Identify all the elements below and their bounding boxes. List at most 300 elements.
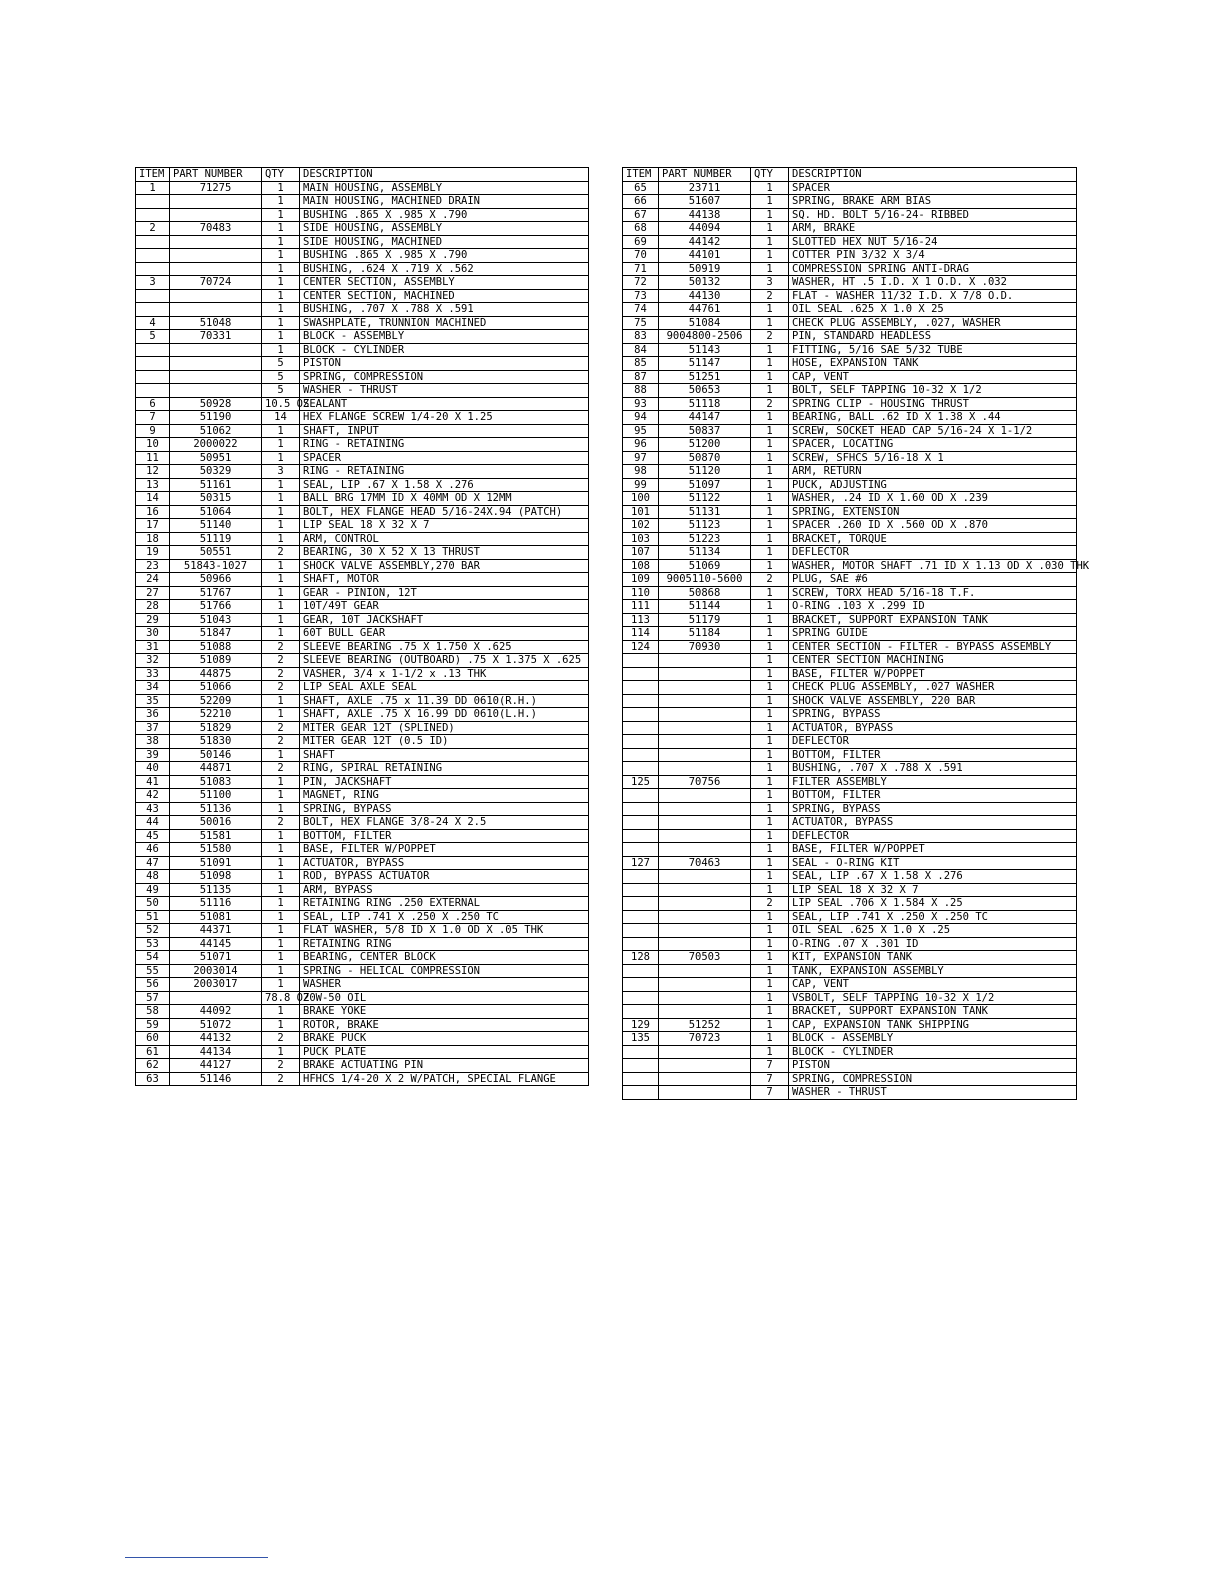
item-cell: 27 — [136, 586, 170, 600]
description-cell: FLAT - WASHER 11/32 I.D. X 7/8 O.D. — [789, 289, 1077, 303]
table-row — [623, 897, 1077, 911]
qty-cell: 5 — [262, 384, 300, 398]
table-row — [623, 411, 1077, 425]
qty-cell: 1 — [262, 829, 300, 843]
part-number-cell: 70756 — [659, 775, 751, 789]
description-cell: SLOTTED HEX NUT 5/16-24 — [789, 235, 1077, 249]
item-cell: 68 — [623, 222, 659, 236]
part-number-cell: 51123 — [659, 519, 751, 533]
item-cell — [136, 208, 170, 222]
part-number-cell — [659, 762, 751, 776]
qty-cell: 1 — [751, 910, 789, 924]
qty-cell: 1 — [751, 762, 789, 776]
table-row — [136, 816, 589, 830]
part-number-cell — [659, 721, 751, 735]
qty-cell: 1 — [751, 424, 789, 438]
item-cell: 96 — [623, 438, 659, 452]
part-number-cell: 51089 — [170, 654, 262, 668]
table-row — [623, 208, 1077, 222]
table-row — [136, 613, 589, 627]
part-number-cell: 71275 — [170, 181, 262, 195]
description-cell: SLEEVE BEARING .75 X 1.750 X .625 — [300, 640, 589, 654]
part-number-cell — [659, 748, 751, 762]
item-cell: 103 — [623, 532, 659, 546]
table-row — [136, 397, 589, 411]
table-row — [136, 924, 589, 938]
part-number-cell — [170, 303, 262, 317]
description-cell: CAP, EXPANSION TANK SHIPPING — [789, 1018, 1077, 1032]
item-cell: 70 — [623, 249, 659, 263]
description-cell: BUSHING .865 X .985 X .790 — [300, 249, 589, 263]
table-row — [623, 546, 1077, 560]
table-row — [623, 181, 1077, 195]
description-cell: SEAL, LIP .67 X 1.58 X .276 — [300, 478, 589, 492]
description-cell: SHAFT, INPUT — [300, 424, 589, 438]
description-cell: BLOCK - ASSEMBLY — [300, 330, 589, 344]
table-row — [623, 316, 1077, 330]
description-cell: GEAR - PINION, 12T — [300, 586, 589, 600]
description-cell: RING - RETAINING — [300, 465, 589, 479]
description-header: DESCRIPTION — [300, 168, 589, 182]
description-cell: PIN, JACKSHAFT — [300, 775, 589, 789]
table-row — [623, 721, 1077, 735]
description-cell: SPRING, EXTENSION — [789, 505, 1077, 519]
part-number-cell — [659, 937, 751, 951]
item-cell: 2 — [136, 222, 170, 236]
table-row — [136, 330, 589, 344]
item-cell: 58 — [136, 1005, 170, 1019]
table-row — [136, 478, 589, 492]
table-row — [136, 384, 589, 398]
description-cell: HEX FLANGE SCREW 1/4-20 X 1.25 — [300, 411, 589, 425]
table-row — [136, 559, 589, 573]
description-cell: O-RING .103 X .299 ID — [789, 600, 1077, 614]
part-number-cell — [659, 1086, 751, 1100]
part-number-cell: 51064 — [170, 505, 262, 519]
item-cell: 34 — [136, 681, 170, 695]
table-row — [136, 1045, 589, 1059]
item-cell: 38 — [136, 735, 170, 749]
description-cell: VSBOLT, SELF TAPPING 10-32 X 1/2 — [789, 991, 1077, 1005]
description-cell: OIL SEAL .625 X 1.0 X 25 — [789, 303, 1077, 317]
part-number-cell — [659, 964, 751, 978]
description-cell: SPRING, COMPRESSION — [300, 370, 589, 384]
qty-cell: 7 — [751, 1086, 789, 1100]
item-cell: 62 — [136, 1059, 170, 1073]
item-cell — [623, 1072, 659, 1086]
part-number-cell: 51091 — [170, 856, 262, 870]
table-row — [136, 654, 589, 668]
item-cell: 87 — [623, 370, 659, 384]
part-number-cell: 51084 — [659, 316, 751, 330]
qty-cell: 1 — [751, 1045, 789, 1059]
qty-cell: 1 — [751, 775, 789, 789]
part-number-cell: 50928 — [170, 397, 262, 411]
description-cell: BRACKET, SUPPORT EXPANSION TANK — [789, 613, 1077, 627]
description-cell: SPRING GUIDE — [789, 627, 1077, 641]
table-row — [623, 802, 1077, 816]
part-number-cell: 70724 — [170, 276, 262, 290]
table-row — [136, 843, 589, 857]
part-number-cell — [659, 654, 751, 668]
table-row — [136, 775, 589, 789]
table-row — [623, 222, 1077, 236]
qty-cell: 1 — [751, 492, 789, 506]
table-row — [136, 748, 589, 762]
description-cell: PISTON — [300, 357, 589, 371]
qty-cell: 2 — [751, 573, 789, 587]
item-cell: 19 — [136, 546, 170, 560]
description-cell: SPRING CLIP - HOUSING THRUST — [789, 397, 1077, 411]
description-cell: BOLT, HEX FLANGE 3/8-24 X 2.5 — [300, 816, 589, 830]
qty-cell: 2 — [262, 546, 300, 560]
part-number-cell — [170, 343, 262, 357]
item-cell: 47 — [136, 856, 170, 870]
description-cell: SEAL - O-RING KIT — [789, 856, 1077, 870]
part-number-cell: 51100 — [170, 789, 262, 803]
item-cell — [623, 802, 659, 816]
description-cell: FLAT WASHER, 5/8 ID X 1.0 OD X .05 THK — [300, 924, 589, 938]
part-number-cell — [170, 991, 262, 1005]
table-row — [136, 289, 589, 303]
qty-cell: 1 — [751, 249, 789, 263]
part-number-cell: 51144 — [659, 600, 751, 614]
item-cell — [136, 195, 170, 209]
description-cell: BOLT, HEX FLANGE HEAD 5/16-24X.94 (PATCH) — [300, 505, 589, 519]
description-cell: BOLT, SELF TAPPING 10-32 X 1/2 — [789, 384, 1077, 398]
part-number-cell: 50146 — [170, 748, 262, 762]
table-row — [136, 789, 589, 803]
part-number-cell: 50315 — [170, 492, 262, 506]
part-number-cell: 44147 — [659, 411, 751, 425]
description-cell: BUSHING, .707 X .788 X .591 — [789, 762, 1077, 776]
description-cell: SCREW, SFHCS 5/16-18 X 1 — [789, 451, 1077, 465]
table-row — [136, 451, 589, 465]
description-cell: LIP SEAL 18 X 32 X 7 — [789, 883, 1077, 897]
part-number-cell: 50966 — [170, 573, 262, 587]
table-row — [623, 262, 1077, 276]
qty-cell: 1 — [751, 1018, 789, 1032]
qty-cell: 1 — [751, 627, 789, 641]
description-cell: CHECK PLUG ASSEMBLY, .027, WASHER — [789, 316, 1077, 330]
qty-cell: 1 — [262, 424, 300, 438]
table-row — [623, 708, 1077, 722]
table-row — [623, 343, 1077, 357]
table-row — [623, 303, 1077, 317]
qty-cell: 1 — [751, 546, 789, 560]
description-cell: SPRING, BYPASS — [789, 708, 1077, 722]
item-cell: 129 — [623, 1018, 659, 1032]
part-number-cell: 44134 — [170, 1045, 262, 1059]
description-cell: BALL BRG 17MM ID X 40MM OD X 12MM — [300, 492, 589, 506]
part-number-cell: 51251 — [659, 370, 751, 384]
table-row — [623, 978, 1077, 992]
item-cell — [623, 681, 659, 695]
table-row — [623, 492, 1077, 506]
qty-cell: 2 — [751, 897, 789, 911]
qty-cell: 1 — [262, 883, 300, 897]
item-cell: 100 — [623, 492, 659, 506]
item-cell: 30 — [136, 627, 170, 641]
part-number-cell: 70331 — [170, 330, 262, 344]
item-cell: 36 — [136, 708, 170, 722]
qty-cell: 2 — [262, 816, 300, 830]
part-number-cell: 51072 — [170, 1018, 262, 1032]
table-row — [623, 330, 1077, 344]
item-header: ITEM — [136, 168, 170, 182]
part-number-cell: 70930 — [659, 640, 751, 654]
part-number-cell — [659, 991, 751, 1005]
description-cell: WASHER, HT .5 I.D. X 1 O.D. X .032 — [789, 276, 1077, 290]
description-cell: WASHER - THRUST — [300, 384, 589, 398]
description-cell: SHAFT, AXLE .75 x 11.39 DD 0610(R.H.) — [300, 694, 589, 708]
table-row — [136, 897, 589, 911]
item-cell — [623, 721, 659, 735]
description-cell: RING, SPIRAL RETAINING — [300, 762, 589, 776]
part-number-cell — [659, 708, 751, 722]
description-cell: FILTER ASSEMBLY — [789, 775, 1077, 789]
item-cell: 124 — [623, 640, 659, 654]
table-row — [136, 222, 589, 236]
description-cell: ARM, BRAKE — [789, 222, 1077, 236]
item-cell — [623, 708, 659, 722]
qty-cell: 1 — [751, 748, 789, 762]
table-row — [623, 1059, 1077, 1073]
table-row — [623, 451, 1077, 465]
qty-cell: 1 — [262, 1005, 300, 1019]
table-row — [136, 694, 589, 708]
part-number-cell — [659, 1045, 751, 1059]
item-cell: 60 — [136, 1032, 170, 1046]
description-cell: ARM, CONTROL — [300, 532, 589, 546]
item-cell: 17 — [136, 519, 170, 533]
item-cell: 102 — [623, 519, 659, 533]
table-row — [623, 789, 1077, 803]
part-number-cell: 51581 — [170, 829, 262, 843]
part-number-cell: 51829 — [170, 721, 262, 735]
item-cell: 16 — [136, 505, 170, 519]
description-cell: ACTUATOR, BYPASS — [300, 856, 589, 870]
description-cell: SHOCK VALVE ASSEMBLY, 220 BAR — [789, 694, 1077, 708]
qty-cell: 1 — [262, 897, 300, 911]
qty-cell: 1 — [751, 451, 789, 465]
description-cell: LIP SEAL .706 X 1.584 X .25 — [789, 897, 1077, 911]
item-cell: 128 — [623, 951, 659, 965]
qty-cell: 1 — [751, 532, 789, 546]
part-number-cell: 51190 — [170, 411, 262, 425]
qty-cell: 1 — [751, 613, 789, 627]
table-row — [623, 1018, 1077, 1032]
table-row — [623, 1005, 1077, 1019]
description-cell: SCREW, TORX HEAD 5/16-18 T.F. — [789, 586, 1077, 600]
item-cell: 18 — [136, 532, 170, 546]
item-cell — [623, 735, 659, 749]
item-cell: 67 — [623, 208, 659, 222]
description-cell: GEAR, 10T JACKSHAFT — [300, 613, 589, 627]
part-number-cell: 51071 — [170, 951, 262, 965]
part-number-cell: 50329 — [170, 465, 262, 479]
qty-cell: 1 — [751, 924, 789, 938]
description-cell: SPRING - HELICAL COMPRESSION — [300, 964, 589, 978]
table-row — [623, 276, 1077, 290]
table-row — [623, 370, 1077, 384]
description-cell: WASHER, MOTOR SHAFT .71 ID X 1.13 OD X .030 THK — [789, 559, 1077, 573]
item-cell: 135 — [623, 1032, 659, 1046]
item-cell: 56 — [136, 978, 170, 992]
description-cell: BUSHING, .624 X .719 X .562 — [300, 262, 589, 276]
qty-cell: 2 — [262, 1032, 300, 1046]
table-row — [623, 195, 1077, 209]
part-number-cell: 51134 — [659, 546, 751, 560]
qty-cell: 1 — [262, 694, 300, 708]
description-cell: CHECK PLUG ASSEMBLY, .027 WASHER — [789, 681, 1077, 695]
part-number-cell: 51116 — [170, 897, 262, 911]
qty-cell: 1 — [262, 532, 300, 546]
qty-cell: 1 — [751, 721, 789, 735]
description-cell: BOTTOM, FILTER — [789, 748, 1077, 762]
part-number-cell: 44371 — [170, 924, 262, 938]
part-number-cell: 51766 — [170, 600, 262, 614]
qty-cell: 1 — [262, 289, 300, 303]
part-number-cell: 51062 — [170, 424, 262, 438]
part-number-cell — [659, 735, 751, 749]
qty-cell: 1 — [751, 262, 789, 276]
part-number-cell: 51120 — [659, 465, 751, 479]
description-cell: SIDE HOUSING, MACHINED — [300, 235, 589, 249]
item-cell: 28 — [136, 600, 170, 614]
parts-table-left — [135, 167, 589, 1086]
table-row — [623, 397, 1077, 411]
item-cell: 127 — [623, 856, 659, 870]
table-row — [136, 640, 589, 654]
part-number-cell: 52210 — [170, 708, 262, 722]
qty-cell: 1 — [262, 492, 300, 506]
part-number-cell: 2003017 — [170, 978, 262, 992]
description-cell: TANK, EXPANSION ASSEMBLY — [789, 964, 1077, 978]
qty-cell: 1 — [751, 559, 789, 573]
item-cell: 49 — [136, 883, 170, 897]
part-number-cell: 51179 — [659, 613, 751, 627]
part-number-cell — [659, 870, 751, 884]
part-number-cell: 44092 — [170, 1005, 262, 1019]
table-row — [136, 195, 589, 209]
item-cell: 7 — [136, 411, 170, 425]
item-cell: 110 — [623, 586, 659, 600]
description-cell: DEFLECTOR — [789, 735, 1077, 749]
item-cell — [623, 789, 659, 803]
item-cell: 69 — [623, 235, 659, 249]
table-row — [136, 870, 589, 884]
qty-cell: 1 — [751, 681, 789, 695]
part-number-cell: 70483 — [170, 222, 262, 236]
part-number-cell: 44127 — [170, 1059, 262, 1073]
description-cell: CAP, VENT — [789, 978, 1077, 992]
description-cell: CENTER SECTION - FILTER - BYPASS ASSEMBLY — [789, 640, 1077, 654]
table-row — [136, 883, 589, 897]
part-number-cell: 51081 — [170, 910, 262, 924]
qty-cell: 1 — [751, 222, 789, 236]
qty-cell: 1 — [262, 1018, 300, 1032]
description-cell: KIT, EXPANSION TANK — [789, 951, 1077, 965]
table-row — [136, 667, 589, 681]
part-number-cell: 50016 — [170, 816, 262, 830]
table-row — [136, 856, 589, 870]
table-row — [623, 951, 1077, 965]
table-row — [136, 208, 589, 222]
item-cell: 65 — [623, 181, 659, 195]
qty-cell: 1 — [751, 343, 789, 357]
qty-cell: 1 — [262, 789, 300, 803]
table-row — [136, 546, 589, 560]
qty-cell: 1 — [262, 208, 300, 222]
qty-cell: 1 — [751, 1005, 789, 1019]
table-row — [623, 357, 1077, 371]
table-row — [623, 870, 1077, 884]
table-row — [136, 681, 589, 695]
item-cell: 52 — [136, 924, 170, 938]
description-cell: SPRING, COMPRESSION — [789, 1072, 1077, 1086]
description-cell: SEAL, LIP .741 X .250 X .250 TC — [300, 910, 589, 924]
item-cell: 85 — [623, 357, 659, 371]
item-cell: 11 — [136, 451, 170, 465]
part-number-cell — [659, 802, 751, 816]
description-cell: MAIN HOUSING, ASSEMBLY — [300, 181, 589, 195]
table-row — [623, 384, 1077, 398]
description-cell: OIL SEAL .625 X 1.0 X .25 — [789, 924, 1077, 938]
qty-cell: 1 — [262, 748, 300, 762]
item-cell — [136, 289, 170, 303]
table-row — [136, 951, 589, 965]
item-cell — [623, 667, 659, 681]
part-number-cell — [170, 262, 262, 276]
item-cell: 107 — [623, 546, 659, 560]
part-number-cell: 51146 — [170, 1072, 262, 1086]
item-cell: 44 — [136, 816, 170, 830]
table-row — [136, 424, 589, 438]
part-number-cell: 51140 — [170, 519, 262, 533]
qty-cell: 1 — [751, 478, 789, 492]
qty-cell: 1 — [262, 1045, 300, 1059]
qty-cell: 1 — [262, 775, 300, 789]
part-number-cell: 51088 — [170, 640, 262, 654]
item-cell: 98 — [623, 465, 659, 479]
table-row — [623, 519, 1077, 533]
table-row — [623, 775, 1077, 789]
qty-header: QTY — [751, 168, 789, 182]
description-cell: BASE, FILTER W/POPPET — [300, 843, 589, 857]
item-cell: 63 — [136, 1072, 170, 1086]
table-row — [136, 370, 589, 384]
item-cell: 14 — [136, 492, 170, 506]
qty-cell: 1 — [262, 978, 300, 992]
description-header: DESCRIPTION — [789, 168, 1077, 182]
qty-cell: 1 — [751, 870, 789, 884]
part-number-cell: 51843-1027 — [170, 559, 262, 573]
table-row — [136, 978, 589, 992]
item-cell: 101 — [623, 505, 659, 519]
part-number-cell: 51767 — [170, 586, 262, 600]
part-number-cell: 44871 — [170, 762, 262, 776]
item-cell: 45 — [136, 829, 170, 843]
description-cell: PLUG, SAE #6 — [789, 573, 1077, 587]
description-cell: DEFLECTOR — [789, 829, 1077, 843]
description-cell: 20W-50 OIL — [300, 991, 589, 1005]
item-cell — [136, 370, 170, 384]
table-row — [136, 438, 589, 452]
description-cell: SEAL, LIP .67 X 1.58 X .276 — [789, 870, 1077, 884]
qty-cell: 2 — [262, 721, 300, 735]
item-cell: 13 — [136, 478, 170, 492]
